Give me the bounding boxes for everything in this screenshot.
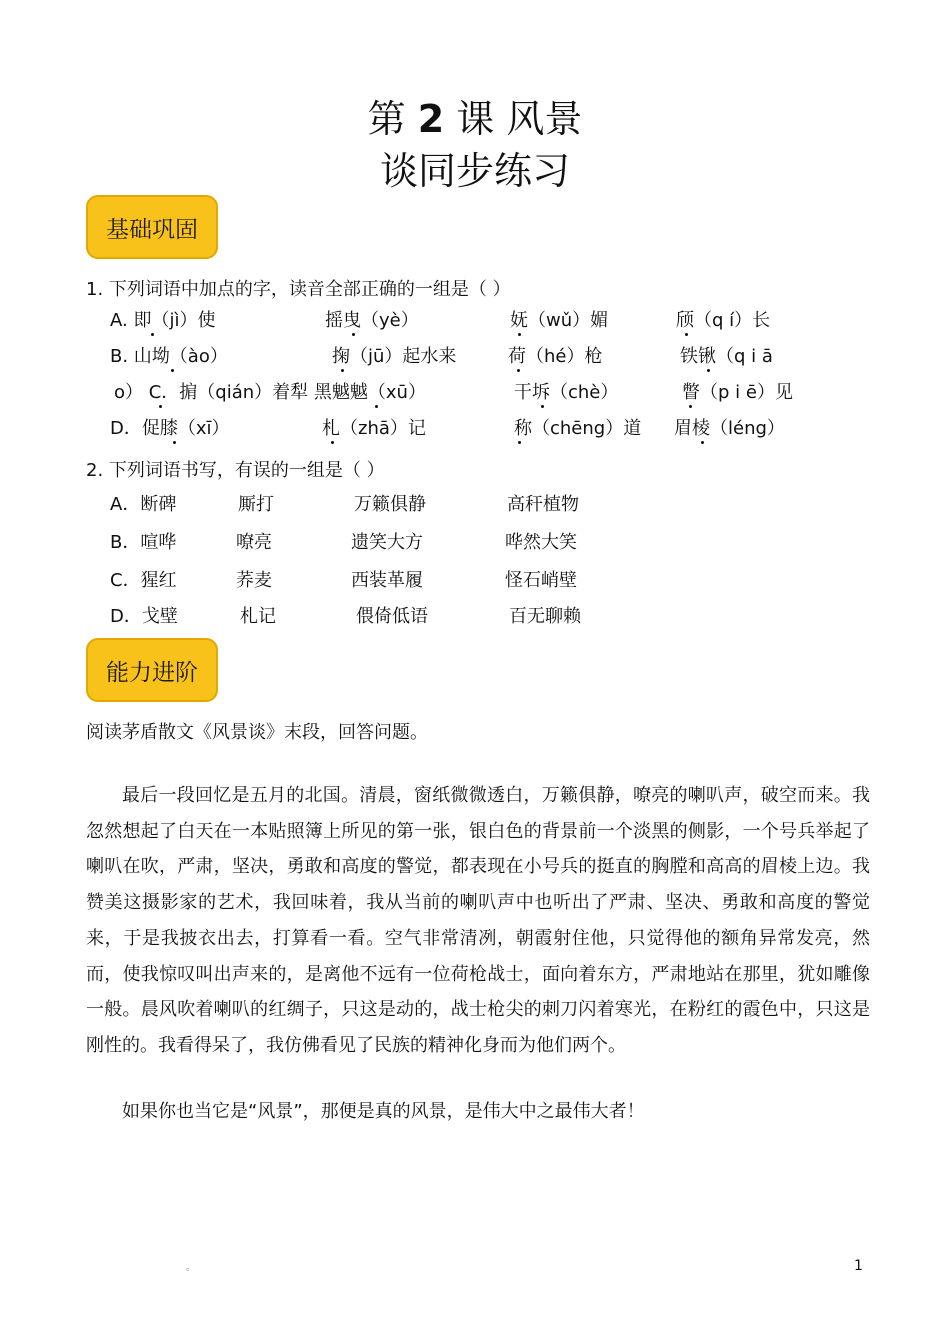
emphasis-dot [341,369,344,372]
reading-paragraph-2: 如果你也当它是“风景”，那便是真的风景，是伟大中之最伟大者！ [122,1101,645,1122]
q1-option-d-word3: 称（chēng）道 [514,418,642,439]
q2-option-d-word4: 百无聊赖 [509,606,581,627]
q2-option-c-word3: 西装革履 [351,570,423,591]
q2-option-b: B．喧哗 [110,532,177,553]
q2-option-b-word3: 遗笑大方 [351,532,423,553]
q2-option-c: C．猩红 [110,570,177,591]
emphasis-dot [518,441,521,444]
page-subtitle: 谈同步练习 [379,149,570,193]
q1-option-a-word4: 颀（q í）长 [676,310,771,331]
emphasis-dot [518,333,521,336]
emphasis-dot [331,441,334,444]
emphasis-dot [159,405,162,408]
emphasis-dot [352,333,355,336]
emphasis-dot [171,369,174,372]
q2-option-b-word4: 哗然大笑 [505,532,577,553]
q1-option-a-word2: 摇曳（yè） [325,310,419,331]
question-2-stem: 2. 下列词语书写，有误的一组是（ ） [86,460,385,481]
title-suffix: 课 风景 [456,97,583,141]
q2-option-d-word3: 偎倚低语 [356,606,428,627]
q2-option-c-word2: 荞麦 [236,570,272,591]
q2-option-a-word4: 高秆植物 [507,494,579,515]
reading-paragraph-1: 最后一段回忆是五月的北国。清晨，窗纸微微透白，万籁俱静，嘹亮的喇叭声，破空而来。我忽然想起了白天在一本贴照簿上所见的第一张，银白色的背景前一个淡黑的侧影，一个号兵举起了喇叭在吹，严肃，坚决，勇敢和高度的警觉，都表现在小号兵的挺直的胸膛和高高的眉棱上边。我赞美这摄影家的艺术，我回味着，我从当前的喇叭声中也听出了严肃、坚决、勇敢和高度的警觉来，于是我披衣出去，打算看一看。空气非常清冽，朝霞射住他，只觉得他的额角异常发亮，然而，使我惊叹叫出声来的，是离他不远有一位荷枪战士，面向着东方，严肃地站在那里，犹如雕像一般。晨风吹着喇叭的红绸子，只这是动的，战士枪尖的刺刀闪着寒光，在粉红的霞色中，只这是刚性的。我看得呆了，我仿佛看见了民族的精神化身而为他们两个。 [86,785,870,1056]
q1-option-d: D．促膝（xī） [110,418,230,439]
q2-option-a-word2: 厮打 [238,494,274,515]
q1-option-c-word3: 干坼（chè） [514,382,619,403]
emphasis-dot [151,333,154,336]
section-badge-basic: 基础巩固 [86,195,218,259]
page-number: 1 [854,1258,863,1274]
emphasis-dot [707,369,710,372]
footer-mark: 。 [186,1262,196,1273]
q1-option-c: o） C．掮（qián）着犁 黑魆魆（xū） [114,382,426,403]
emphasis-dot [375,405,378,408]
q1-option-a-word3: 妩（wǔ）媚 [510,310,609,331]
title-prefix: 第 [367,97,406,141]
q1-option-b-word2: 掬（jū）起水来 [332,346,457,367]
q1-option-c-word4: 瞥（p i ē）见 [682,382,793,403]
emphasis-dot [173,441,176,444]
q1-option-d-word4: 眉棱（léng） [674,418,785,439]
page-title [0,88,950,143]
emphasis-dot [541,405,544,408]
reading-intro: 阅读茅盾散文《风景谈》末段，回答问题。 [86,722,428,743]
q2-option-d-word2: 札记 [240,606,276,627]
question-1-stem: 1. 下列词语中加点的字，读音全部正确的一组是（ ） [86,279,511,300]
q1-option-a: A. 即（jì）使 [110,310,216,331]
emphasis-dot [701,441,704,444]
q2-option-c-word4: 怪石峭壁 [505,570,577,591]
emphasis-dot [685,333,688,336]
q1-option-b-word3: 荷（hé）枪 [508,346,603,367]
q2-option-a: A．断碑 [110,494,177,515]
section-badge-advanced: 能力进阶 [86,638,218,702]
q1-option-b-word4: 铁锹（q i ā [680,346,773,367]
emphasis-dot [517,369,520,372]
emphasis-dot [689,405,692,408]
q1-option-b: B. 山坳（ào） [110,346,228,367]
q2-option-b-word2: 嘹亮 [236,532,272,553]
q2-option-a-word3: 万籁俱静 [354,494,426,515]
q1-option-d-word2: 札（zhā）记 [322,418,426,439]
q2-option-d: D．戈壁 [110,606,178,627]
title-number: 2 [417,97,445,141]
